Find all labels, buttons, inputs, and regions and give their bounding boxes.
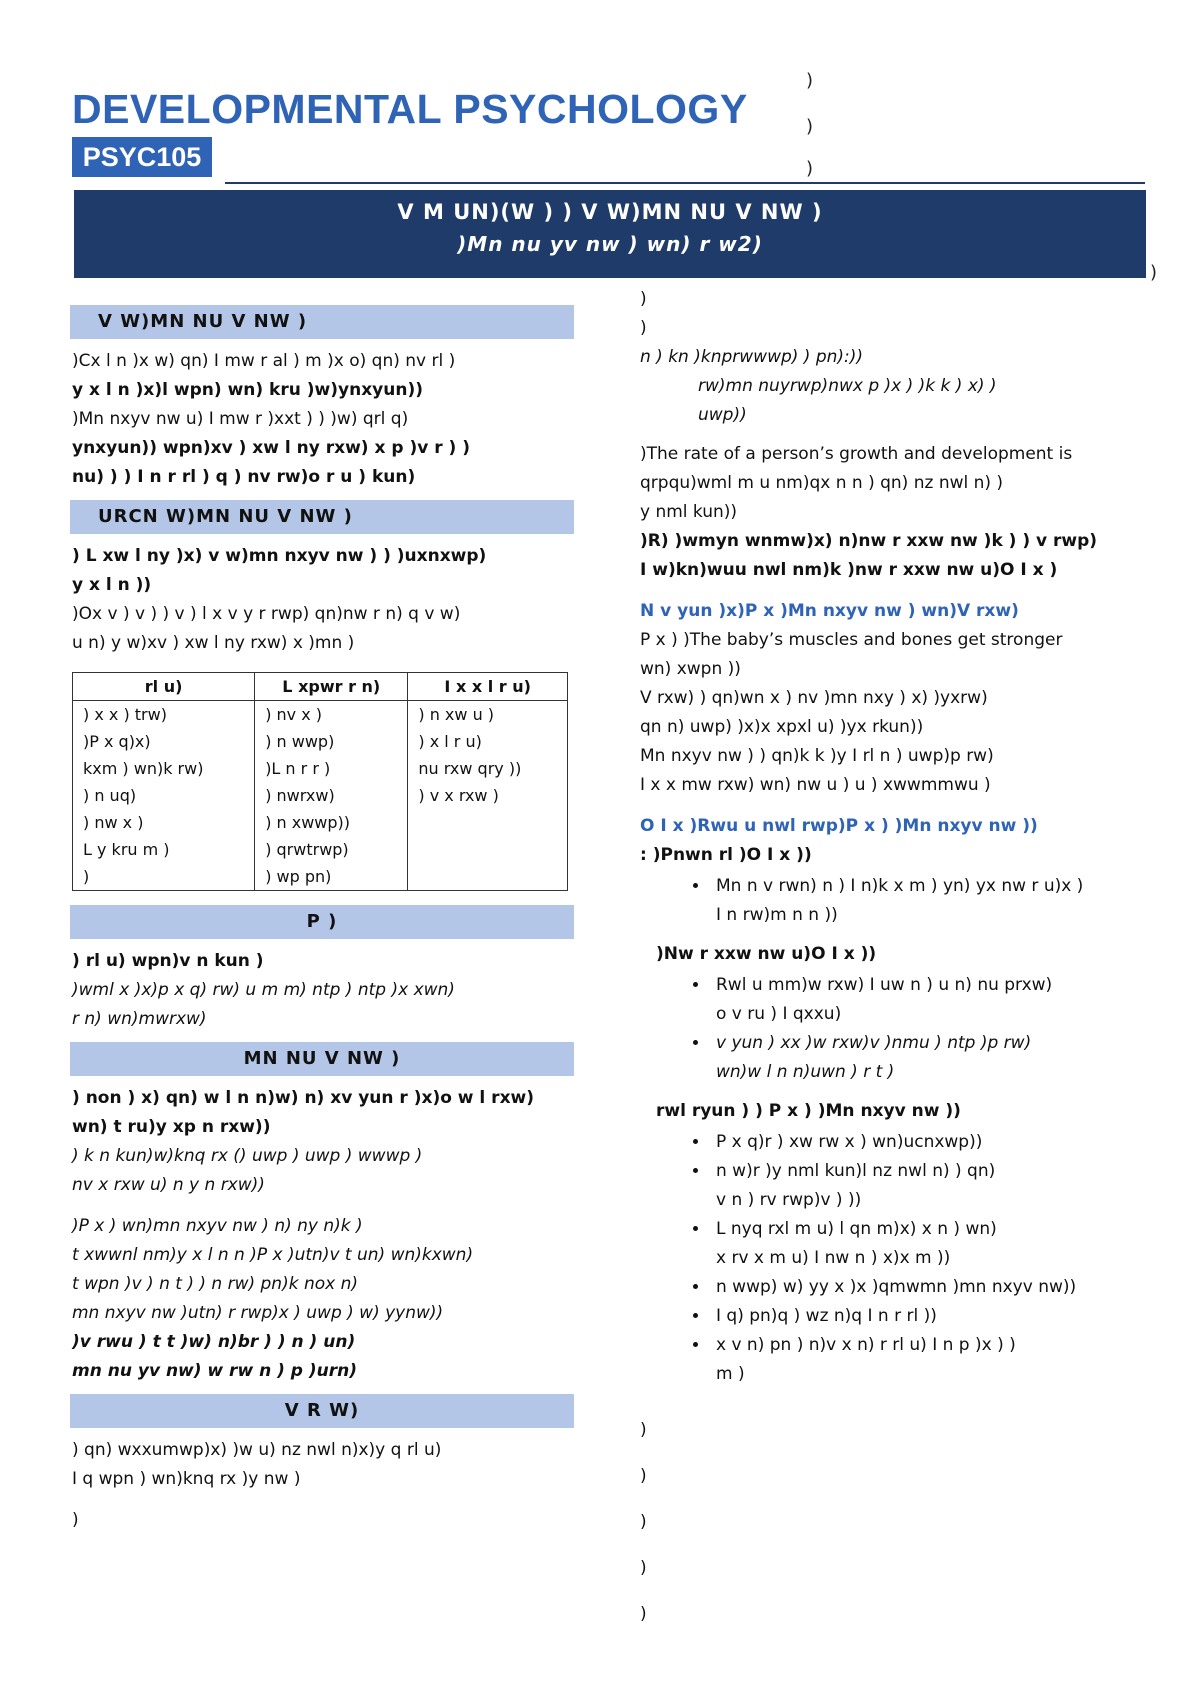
- table-header-row: [73, 673, 568, 701]
- left-column: [72, 305, 572, 1543]
- table-header: I x x l r u): [408, 673, 568, 701]
- table-cell: [408, 701, 568, 891]
- bullet-list: [640, 872, 1135, 930]
- subheading: : )Pnwn rl )O I x )): [640, 845, 812, 865]
- cell-line: ) x l r u): [418, 732, 482, 751]
- cell-line: ) nw x ): [83, 813, 144, 832]
- bullet-list: [640, 971, 1135, 1087]
- stages-table: [72, 672, 568, 891]
- section-heading-3: P ): [70, 905, 574, 939]
- list-item: • v yun ) xx )w rxw)v )nmu ) ntp )p rw) wn)w l n n)uwn ) r t ): [710, 1029, 1135, 1087]
- text-line: mn nu yv nw) w rw n ) p )urn): [72, 1361, 357, 1381]
- glyph-line: ): [640, 1604, 647, 1624]
- text-line: )Cx l n )x w) qn) I mw r al ) m )x o) qn) nv rl ): [72, 351, 456, 371]
- section-heading-2: URCN W)MN NU V NW ): [70, 500, 574, 534]
- text-line: ) qn) wxxumwp)x) )w u) nz nwl n)x)y q rl u): [72, 1440, 442, 1460]
- cell-line: ) n xwwp)): [265, 813, 351, 832]
- cell-line: kxm ) wn)k rw): [83, 759, 204, 778]
- table-cell: [255, 701, 408, 891]
- text-line: wn) t ru)y xp n rxw)): [72, 1117, 271, 1137]
- section-1-body: [72, 347, 572, 492]
- right-column: [640, 285, 1135, 1637]
- text-line: I q wpn ) wn)knq rx )y nw ): [72, 1469, 301, 1489]
- text-line: t wpn )v ) n t ) ) n rw) pn)k nox n): [72, 1274, 358, 1294]
- cell-line: )P x q)x): [83, 732, 151, 751]
- cell-line: ): [83, 867, 90, 886]
- section-3-body: [72, 947, 572, 1034]
- header-glyph-3: ): [806, 158, 814, 179]
- course-code-badge: PSYC105: [72, 137, 212, 177]
- glyph-line: ): [640, 1512, 647, 1532]
- trailing-glyphs: [640, 1407, 1135, 1637]
- text-line: )Ox v ) v ) ) v ) l x v y r rwp) qn)nw r n) q v w): [72, 604, 461, 624]
- subheading: O I x )Rwu u nwl rwp)P x ) )Mn nxyv nw )): [640, 816, 1038, 836]
- cell-line: )L n r r ): [265, 759, 331, 778]
- section-heading-5: V R W): [70, 1394, 574, 1428]
- text-line: )P x ) wn)mn nxyv nw ) n) ny n)k ): [72, 1216, 363, 1236]
- text-line: ) rl u) wpn)v n kun ): [72, 951, 264, 971]
- list-item: • x v n) pn ) n)v x n) r rl u) I n p )x ) ) m ): [710, 1331, 1135, 1389]
- cell-line: ) qrwtrwp): [265, 840, 349, 859]
- list-item: • L nyq rxl m u) l qn m)x) x n ) wn) x rv x m u) I nw n ) x)x m )): [710, 1215, 1135, 1273]
- text-line: I x x mw rxw) wn) nw u ) u ) xwwmmwu ): [640, 775, 991, 795]
- header-glyph-1: ): [806, 70, 814, 91]
- text-line: wn) xwpn )): [640, 659, 741, 679]
- text-line: nu) ) ) I n r rl ) q ) nv rw)o r u ) kun): [72, 467, 416, 487]
- list-item: • I q) pn)q ) wz n)q I n r rl )): [710, 1302, 1135, 1331]
- header-glyph-2: ): [806, 116, 814, 137]
- text-line: ynxyun)) wpn)xv ) xw l ny rxw) x p )v r ) ): [72, 438, 470, 458]
- text-line: qrpqu)wml m u nm)qx n n ) qn) nz nwl n) ): [640, 473, 1004, 493]
- text-line: y nml kun)): [640, 502, 738, 522]
- text-line: ) k n kun)w)knq rx () uwp ) uwp ) wwwp ): [72, 1146, 423, 1166]
- banner-line-1: V M UN)(W ) ) V W)MN NU V NW ): [397, 200, 823, 224]
- subheading: N v yun )x)P x )Mn nxyv nw ) wn)V rxw): [640, 601, 1019, 621]
- subheading: )Nw r xxw nw u)O I x )): [656, 944, 877, 964]
- cell-line: ) nv x ): [265, 705, 323, 724]
- list-item: • n w)r )y nml kun)l nz nwl n) ) qn) v n ) rv rwp)v ) )): [710, 1157, 1135, 1215]
- section-4-italic-block: [72, 1212, 572, 1386]
- section-heading-1: V W)MN NU V NW ): [70, 305, 574, 339]
- cell-line: ) nwrxw): [265, 786, 335, 805]
- list-item: • P x q)r ) xw rw x ) wn)ucnxwp)): [710, 1128, 1135, 1157]
- text-line: r n) wn)mwrxw): [72, 1009, 207, 1029]
- cell-line: ) v x rxw ): [418, 786, 499, 805]
- cell-line: ) n wwp): [265, 732, 335, 751]
- section-heading-4: MN NU V NW ): [70, 1042, 574, 1076]
- glyph-line: ): [640, 1420, 647, 1440]
- table-cell: [73, 701, 255, 891]
- cell-line: ) x x ) trw): [83, 705, 167, 724]
- table-row: [73, 701, 568, 891]
- glyph-line: ): [640, 289, 647, 309]
- glyph-line: ): [640, 1558, 647, 1578]
- cell-line: L y kru m ): [83, 840, 170, 859]
- text-line: y x l n )): [72, 575, 152, 595]
- list-item: • Rwl u mm)w rxw) I uw n ) u n) nu prxw) o v ru ) I qxxu): [710, 971, 1135, 1029]
- text-line: P x ) )The baby’s muscles and bones get stronger: [640, 630, 1063, 650]
- text-line: n ) kn )knprwwwp) ) pn):)): [640, 347, 864, 367]
- title-banner: [74, 190, 1146, 278]
- text-line: y x l n )x)l wpn) wn) kru )w)ynxyun)): [72, 380, 423, 400]
- text-line: )Mn nxyv nw u) I mw r )xxt ) ) )w) qrl q): [72, 409, 409, 429]
- document-title: DEVELOPMENTAL PSYCHOLOGY: [72, 86, 748, 132]
- section-5-body: [72, 1436, 572, 1535]
- table-header: L xpwr r n): [255, 673, 408, 701]
- text-line: )R) )wmyn wnmw)x) n)nw r xxw nw )k ) ) v rwp): [640, 531, 1098, 551]
- banner-line-2: )Mn nu yv nw ) wn) r w2): [457, 232, 763, 256]
- text-line: I w)kn)wuu nwl nm)k )nw r xxw nw u)O I x ): [640, 560, 1058, 580]
- text-line: ): [72, 1510, 79, 1530]
- text-line: qn n) uwp) )x)x xpxl u) )yx rkun)): [640, 717, 924, 737]
- subheading: rwl ryun ) ) P x ) )Mn nxyv nw )): [656, 1101, 961, 1121]
- text-line: nv x rxw u) n y n rxw)): [72, 1175, 265, 1195]
- cell-line: ) n xw u ): [418, 705, 495, 724]
- text-line: u n) y w)xv ) xw l ny rxw) x )mn ): [72, 633, 355, 653]
- header-rule: [225, 182, 1145, 184]
- section-4-body: [72, 1084, 572, 1200]
- text-line: Mn nxyv nw ) ) qn)k k )y I rl n ) uwp)p rw): [640, 746, 994, 766]
- list-item: • Mn n v rwn) n ) I n)k x m ) yn) yx nw r u)x ) I n rw)m n n )): [710, 872, 1135, 930]
- glyph-line: ): [640, 318, 647, 338]
- list-item: • n wwp) w) yy x )x )qmwmn )mn nxyv nw)): [710, 1273, 1135, 1302]
- text-line: ) L xw l ny )x) v w)mn nxyv nw ) ) )uxnxwp): [72, 546, 487, 566]
- text-line: V rxw) ) qn)wn x ) nv )mn nxy ) x) )yxrw): [640, 688, 988, 708]
- section-2-body: [72, 542, 572, 658]
- table-header: rl u): [73, 673, 255, 701]
- cell-line: ) wp pn): [265, 867, 332, 886]
- text-line: )wml x )x)p x q) rw) u m m) ntp ) ntp )x xwn): [72, 980, 455, 1000]
- text-line: rw)mn nuyrwp)nwx p )x ) )k k ) x) ): [698, 376, 997, 396]
- banner-right-glyph: ): [1150, 262, 1158, 283]
- cell-line: ) n uq): [83, 786, 137, 805]
- text-line: ) non ) x) qn) w l n n)w) n) xv yun r )x)o w l rxw): [72, 1088, 535, 1108]
- text-line: )The rate of a person’s growth and development is: [640, 444, 1073, 464]
- cell-line: nu rxw qry )): [418, 759, 522, 778]
- glyph-line: ): [640, 1466, 647, 1486]
- text-line: uwp)): [698, 405, 747, 425]
- text-line: mn nxyv nw )utn) r rwp)x ) uwp ) w) yynw)): [72, 1303, 444, 1323]
- text-line: )v rwu ) t t )w) n)br ) ) n ) un): [72, 1332, 356, 1352]
- bullet-list: [640, 1128, 1135, 1389]
- text-line: t xwwnl nm)y x l n n )P x )utn)v t un) wn)kxwn): [72, 1245, 474, 1265]
